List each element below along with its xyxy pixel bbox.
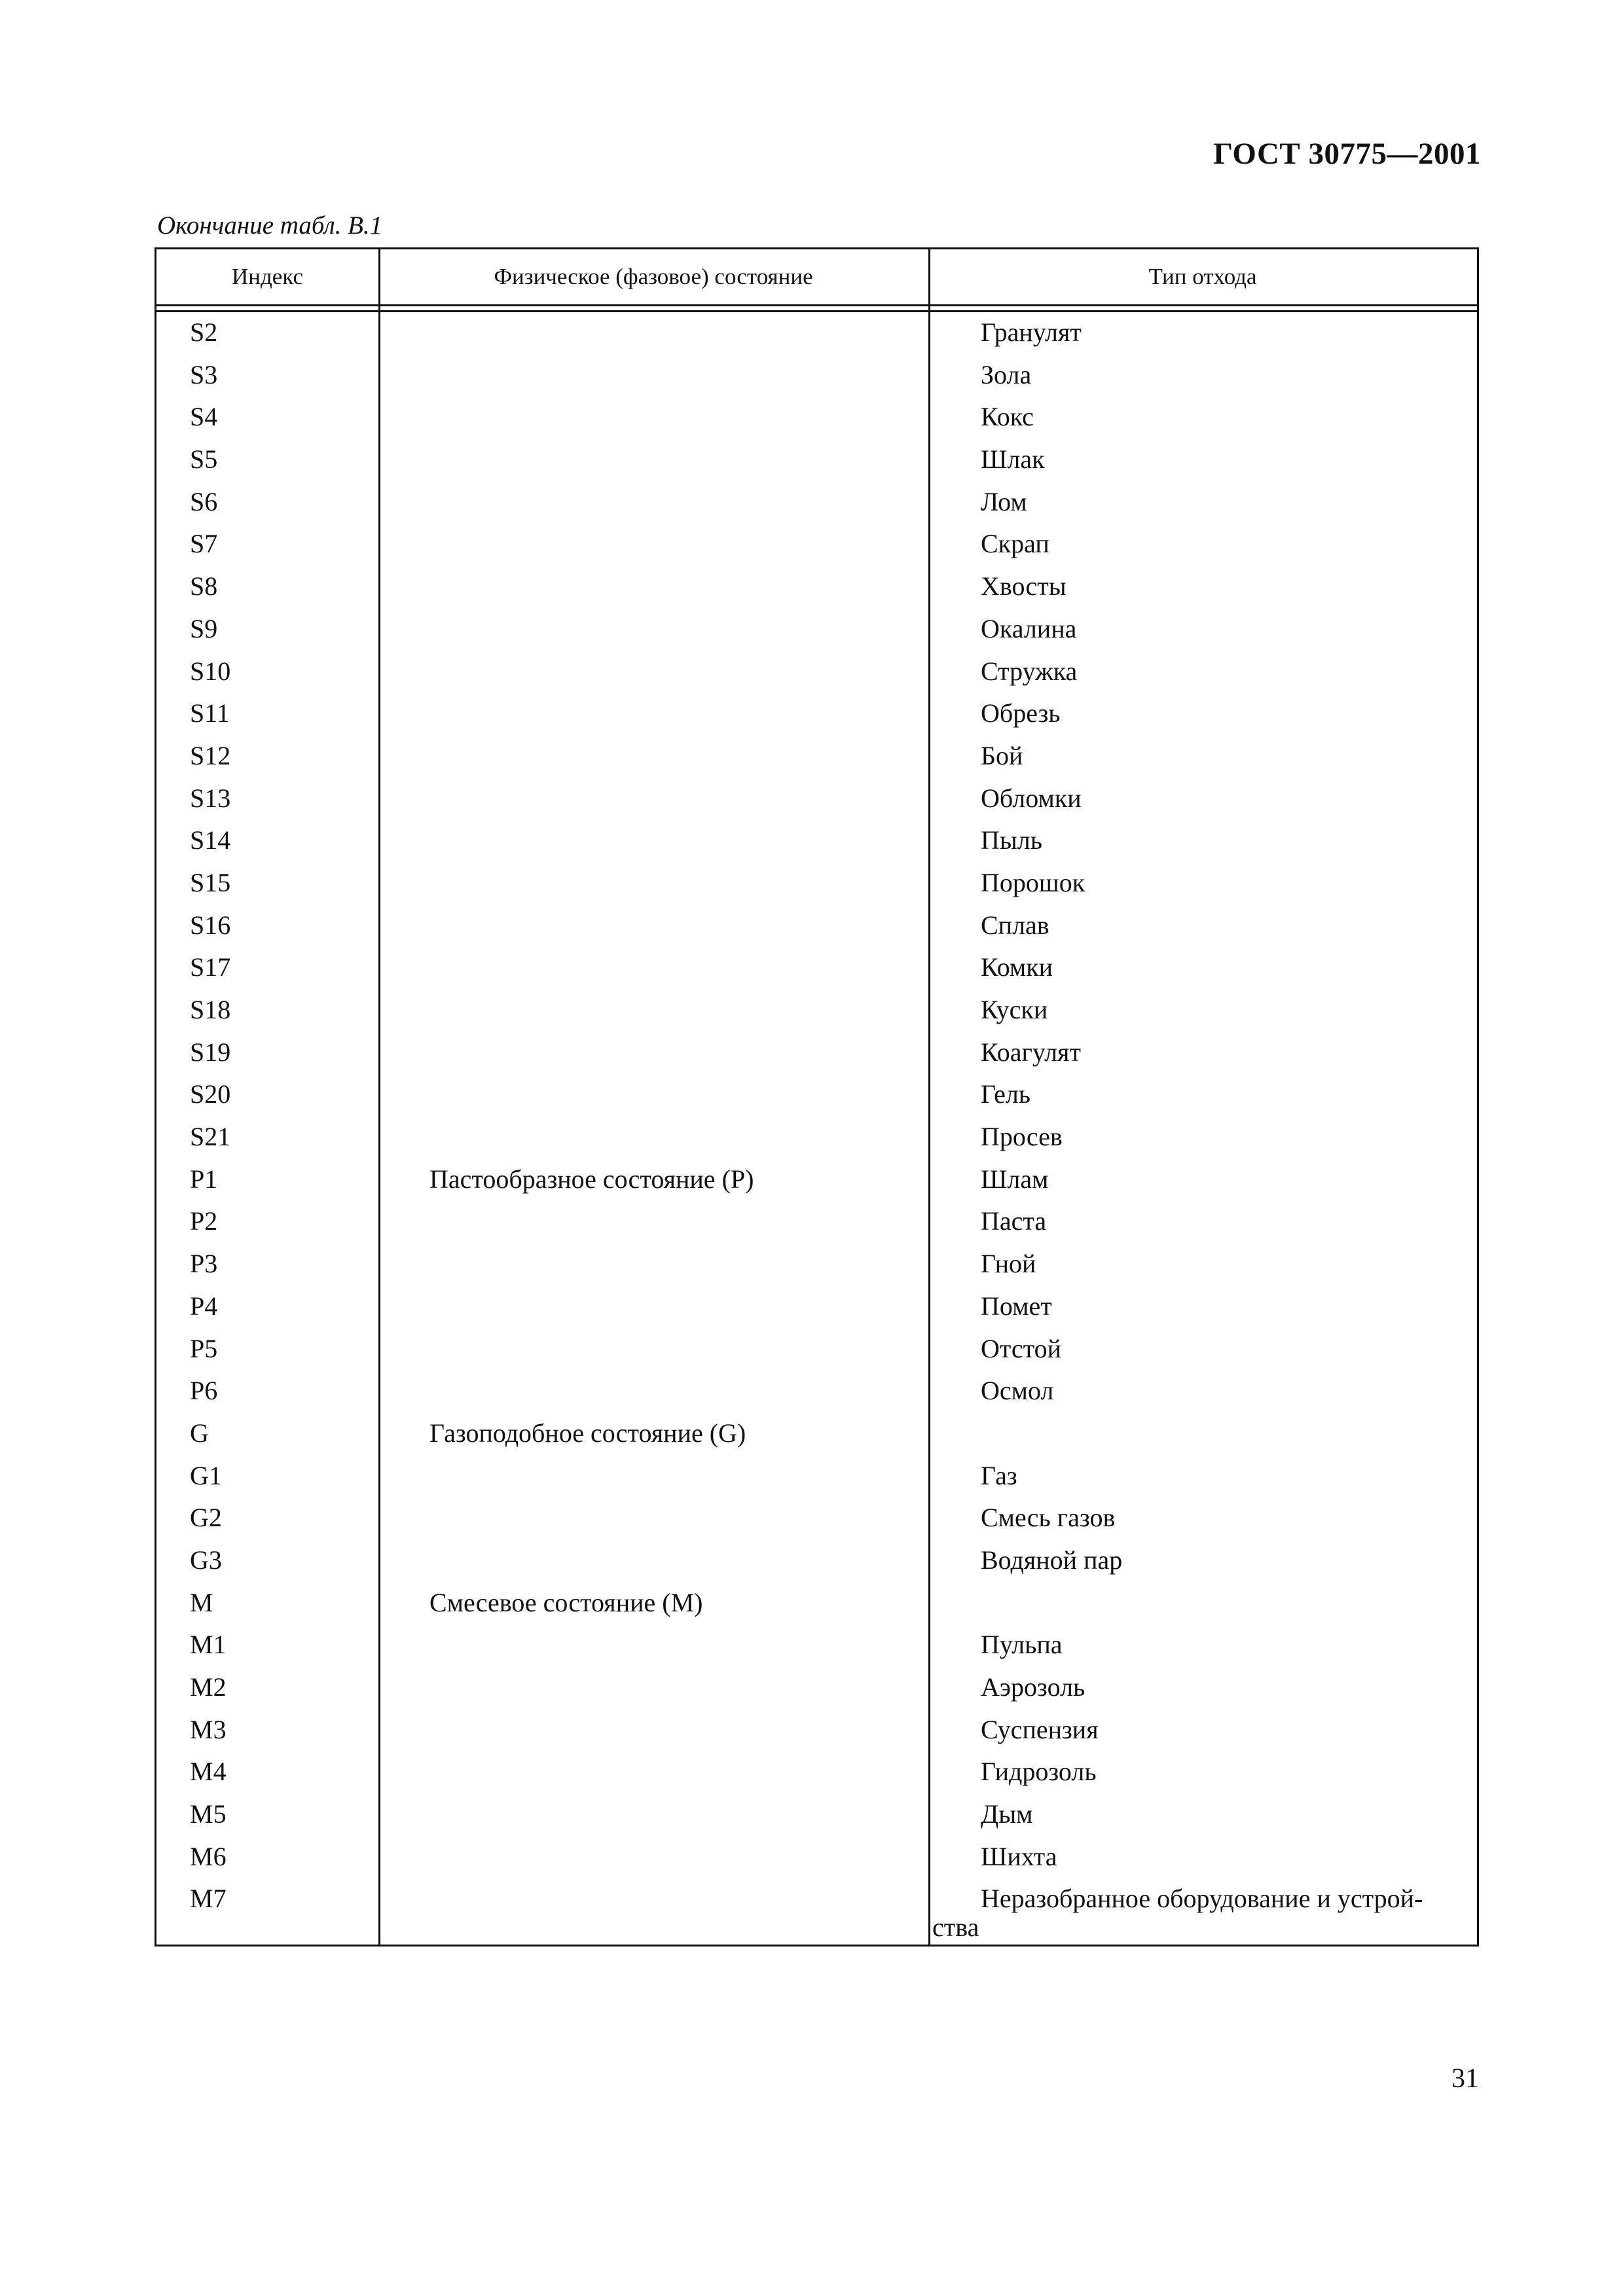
table-row bbox=[156, 1162, 1477, 1204]
header-rule-double bbox=[156, 310, 1477, 312]
table-row bbox=[156, 399, 1477, 442]
table-row bbox=[156, 1204, 1477, 1246]
table-body bbox=[156, 315, 1477, 1943]
table-row bbox=[156, 992, 1477, 1035]
table-row bbox=[156, 1500, 1477, 1543]
table-row bbox=[156, 1543, 1477, 1585]
table-row bbox=[156, 1797, 1477, 1839]
table-row bbox=[156, 526, 1477, 569]
cell-type: Отстой bbox=[981, 1333, 1061, 1363]
table-row bbox=[156, 357, 1477, 400]
table-row bbox=[156, 1035, 1477, 1077]
cell-index: P6 bbox=[190, 1376, 218, 1406]
cell-index: P1 bbox=[190, 1164, 218, 1194]
cell-type: Хвосты bbox=[981, 571, 1067, 601]
table-row bbox=[156, 865, 1477, 908]
cell-type: Окалина bbox=[981, 613, 1077, 643]
table-row bbox=[156, 1289, 1477, 1331]
cell-type: Дым bbox=[981, 1799, 1033, 1829]
table-row bbox=[156, 950, 1477, 992]
cell-index: P4 bbox=[190, 1291, 218, 1321]
cell-type: Паста bbox=[981, 1206, 1047, 1236]
cell-index: M1 bbox=[190, 1630, 227, 1660]
cell-index: S18 bbox=[190, 995, 231, 1024]
cell-type: Гранулят bbox=[981, 317, 1082, 347]
cell-index: S8 bbox=[190, 571, 218, 601]
cell-index: P2 bbox=[190, 1206, 218, 1236]
cell-index: S17 bbox=[190, 952, 231, 982]
table-row bbox=[156, 1585, 1477, 1628]
cell-type: Помет bbox=[981, 1291, 1052, 1321]
table-row bbox=[156, 315, 1477, 357]
cell-index: S9 bbox=[190, 613, 218, 643]
cell-index: M6 bbox=[190, 1841, 227, 1871]
cell-type: Куски bbox=[981, 995, 1048, 1024]
cell-type: Суспензия bbox=[981, 1714, 1099, 1744]
table-row bbox=[156, 1077, 1477, 1119]
cell-type: Водяной пар bbox=[981, 1545, 1123, 1575]
cell-index: S4 bbox=[190, 402, 218, 432]
cell-type: Коагулят bbox=[981, 1037, 1081, 1067]
table-row bbox=[156, 654, 1477, 696]
cell-index: G bbox=[190, 1418, 209, 1448]
cell-index: S13 bbox=[190, 783, 231, 813]
table-row bbox=[156, 442, 1477, 484]
cell-type: Шлак bbox=[981, 444, 1045, 475]
cell-index: P3 bbox=[190, 1249, 218, 1279]
cell-index: M4 bbox=[190, 1757, 227, 1787]
cell-index: S20 bbox=[190, 1079, 231, 1109]
cell-type: Кокс bbox=[981, 402, 1034, 432]
table-row bbox=[156, 484, 1477, 527]
cell-type: Гной bbox=[981, 1249, 1036, 1279]
table-row bbox=[156, 1373, 1477, 1416]
cell-index: S19 bbox=[190, 1037, 231, 1067]
cell-type: Гель bbox=[981, 1079, 1031, 1109]
cell-type: Пыль bbox=[981, 825, 1042, 855]
table-caption: Окончание табл. В.1 bbox=[157, 211, 383, 240]
header-rule bbox=[156, 304, 1477, 306]
cell-type: Шлам bbox=[981, 1164, 1049, 1194]
table-row bbox=[156, 1839, 1477, 1882]
cell-index: S11 bbox=[190, 698, 230, 728]
cell-index: S14 bbox=[190, 825, 231, 855]
cell-state: Пастообразное состояние (P) bbox=[429, 1164, 754, 1194]
cell-type: Сплав bbox=[981, 910, 1049, 940]
table-row bbox=[156, 738, 1477, 781]
cell-index: S15 bbox=[190, 867, 231, 897]
cell-type: Газ bbox=[981, 1460, 1017, 1490]
cell-type: Стружка bbox=[981, 656, 1078, 686]
cell-type: Порошок bbox=[981, 867, 1085, 897]
cell-type: Лом bbox=[981, 486, 1027, 516]
cell-index: G2 bbox=[190, 1503, 222, 1533]
column-header-index: Индекс bbox=[231, 264, 304, 289]
cell-index: P5 bbox=[190, 1333, 218, 1363]
table-row bbox=[156, 1331, 1477, 1374]
cell-index: M2 bbox=[190, 1672, 227, 1702]
cell-index: S5 bbox=[190, 444, 218, 475]
cell-index: S21 bbox=[190, 1122, 231, 1152]
table-row bbox=[156, 696, 1477, 738]
cell-index: S10 bbox=[190, 656, 231, 686]
cell-state: Смесевое состояние (M) bbox=[429, 1587, 703, 1617]
cell-type: Просев bbox=[981, 1122, 1063, 1152]
cell-type: Скрап bbox=[981, 529, 1049, 559]
column-header-type: Тип отхода bbox=[1148, 264, 1257, 289]
cell-index: G1 bbox=[190, 1460, 222, 1490]
table-row bbox=[156, 1416, 1477, 1458]
table-row bbox=[156, 569, 1477, 611]
cell-index: M bbox=[190, 1587, 213, 1617]
table-row bbox=[156, 1246, 1477, 1289]
cell-type: Неразобранное оборудование и устрой-ства bbox=[932, 1884, 1423, 1943]
cell-type: Зола bbox=[981, 359, 1032, 389]
cell-index: S16 bbox=[190, 910, 231, 940]
table-row bbox=[156, 1458, 1477, 1501]
cell-index: S6 bbox=[190, 486, 218, 516]
cell-index: G3 bbox=[190, 1545, 222, 1575]
table-row bbox=[156, 1670, 1477, 1712]
table-row bbox=[156, 611, 1477, 654]
table-row bbox=[156, 1712, 1477, 1755]
cell-index: M7 bbox=[190, 1884, 227, 1914]
cell-type: Пульпа bbox=[981, 1630, 1063, 1660]
cell-type: Смесь газов bbox=[981, 1503, 1116, 1533]
cell-type: Гидрозоль bbox=[981, 1757, 1097, 1787]
cell-type: Аэрозоль bbox=[981, 1672, 1085, 1702]
cell-type: Комки bbox=[981, 952, 1053, 982]
cell-index: M5 bbox=[190, 1799, 227, 1829]
table-row bbox=[156, 823, 1477, 865]
table-row bbox=[156, 1119, 1477, 1162]
cell-index: S3 bbox=[190, 359, 218, 389]
document-code: ГОСТ 30775—2001 bbox=[1213, 137, 1481, 171]
table-row bbox=[156, 1627, 1477, 1670]
cell-index: S12 bbox=[190, 740, 231, 770]
cell-type: Обломки bbox=[981, 783, 1082, 813]
table-row bbox=[156, 1881, 1477, 1943]
waste-classification-table bbox=[155, 247, 1479, 1946]
column-header-state: Физическое (фазовое) состояние bbox=[494, 264, 813, 289]
table-row bbox=[156, 781, 1477, 823]
table-row bbox=[156, 908, 1477, 950]
cell-type: Обрезь bbox=[981, 698, 1061, 728]
cell-index: S2 bbox=[190, 317, 218, 347]
cell-index: M3 bbox=[190, 1714, 227, 1744]
cell-type: Бой bbox=[981, 740, 1023, 770]
cell-index: S7 bbox=[190, 529, 218, 559]
cell-state: Газоподобное состояние (G) bbox=[429, 1418, 746, 1448]
cell-type: Шихта bbox=[981, 1841, 1057, 1871]
table-row bbox=[156, 1754, 1477, 1797]
cell-type: Осмол bbox=[981, 1376, 1054, 1406]
page-number: 31 bbox=[1451, 2064, 1479, 2094]
